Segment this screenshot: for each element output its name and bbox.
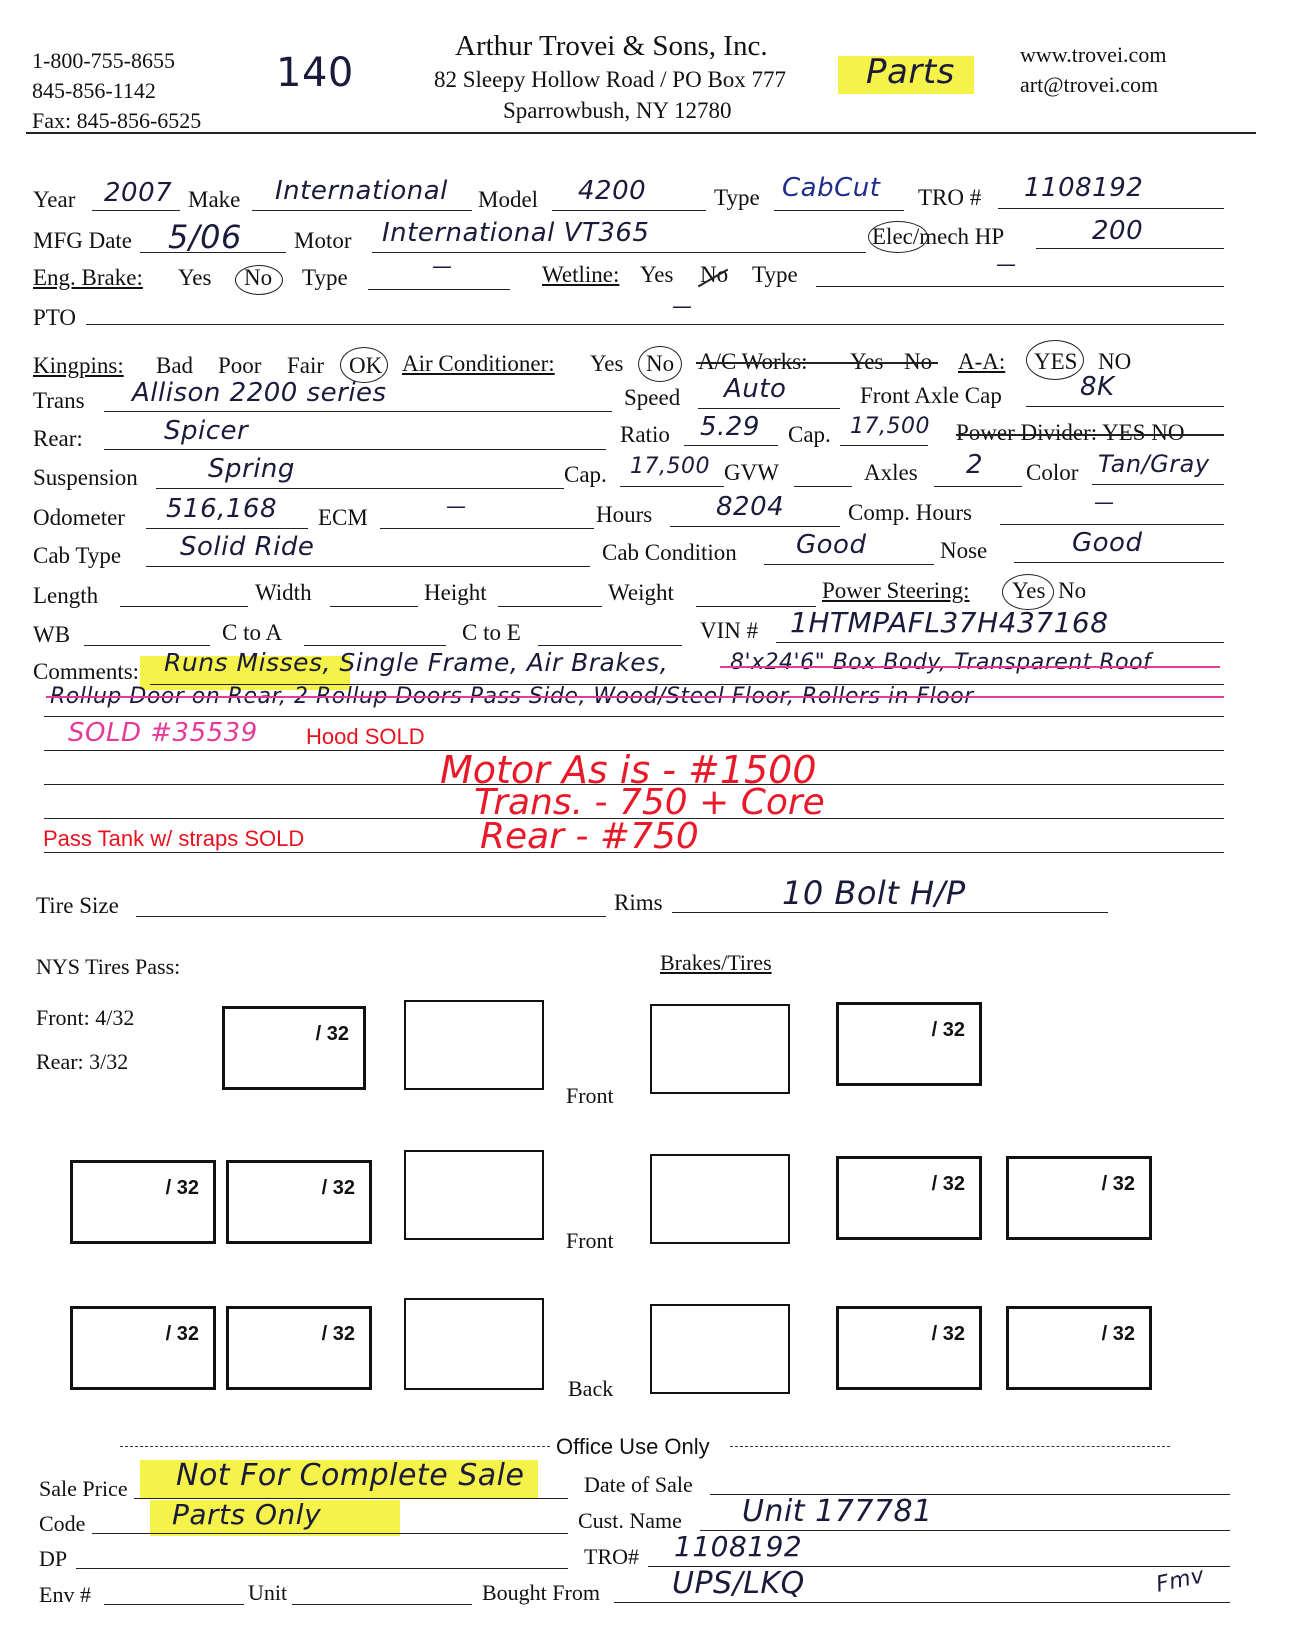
front-axle-row-label: Front: [566, 1083, 614, 1108]
tire-size-label: Tire Size: [36, 893, 119, 918]
fax-number: Fax: 845-856-6525: [32, 108, 202, 133]
tire-tread-box-mid-outer-right[interactable]: / 32: [1006, 1156, 1152, 1240]
pass-tank-note: Pass Tank w/ straps SOLD: [43, 826, 305, 851]
phone-local: 845-856-1142: [32, 78, 156, 103]
weight-label: Weight: [608, 580, 674, 605]
ac-works-label: A/C Works:: [698, 349, 808, 374]
initials: Fmv: [1153, 1563, 1207, 1598]
ac-yes: Yes: [590, 351, 624, 376]
bought-from-label: Bought From: [482, 1580, 600, 1605]
power-steering-label: Power Steering:: [822, 578, 970, 603]
comment-line1: Runs Misses, Single Frame, Air Brakes,: [164, 648, 669, 677]
code-label: Code: [39, 1511, 86, 1536]
phone-toll-free: 1-800-755-8655: [32, 48, 175, 73]
motor-price-note: Motor As is - #1500: [440, 748, 817, 792]
company-email: art@trovei.com: [1020, 72, 1159, 97]
pto-value: —: [672, 294, 693, 318]
wb-label: WB: [33, 622, 71, 647]
cust-name-label: Cust. Name: [578, 1508, 682, 1533]
hours-label: Hours: [596, 502, 653, 527]
front2-axle-row-label: Front: [566, 1228, 614, 1253]
company-website: www.trovei.com: [1020, 42, 1167, 67]
wetline-label: Wetline:: [542, 262, 620, 287]
vin-label: VIN #: [700, 618, 759, 643]
aa-yes-circle: [1026, 340, 1084, 380]
office-divider-left: [120, 1446, 550, 1447]
motor-label: Motor: [294, 228, 352, 253]
sold-number: SOLD #35539: [68, 718, 258, 748]
tire-tread-box-mid-outer-left[interactable]: / 32: [70, 1160, 216, 1244]
trans-label: Trans: [33, 388, 85, 413]
suspension-value: Spring: [208, 454, 295, 484]
hours-value: 8204: [716, 492, 785, 522]
aa-label: A-A:: [958, 349, 1006, 374]
aa-yes: YES: [1034, 349, 1078, 374]
pto-label: PTO: [33, 305, 77, 330]
color-label: Color: [1026, 460, 1079, 485]
wetline-type-label: Type: [752, 262, 798, 287]
eng-brake-label: Eng. Brake:: [33, 265, 143, 290]
tire-tread-box-rear-outer-left[interactable]: / 32: [70, 1306, 216, 1390]
front-axle-cap-label: Front Axle Cap: [860, 383, 1002, 408]
ratio-label: Ratio: [620, 422, 670, 447]
elec-mech-hp-label: Elec/mech HP: [872, 224, 1005, 249]
brake-box-mid-left[interactable]: [404, 1150, 544, 1240]
ac-no: No: [646, 351, 675, 376]
mfg-date-value: 5/06: [168, 218, 242, 256]
company-name: Arthur Trovei & Sons, Inc.: [455, 30, 768, 62]
rims-value: 10 Bolt H/P: [782, 874, 966, 912]
date-of-sale-label: Date of Sale: [584, 1472, 693, 1497]
tro-label: TRO #: [918, 185, 982, 210]
model-value: 4200: [578, 176, 647, 206]
model-label: Model: [478, 187, 539, 212]
eng-brake-type-value: —: [432, 254, 453, 278]
tro-office-value: 1108192: [674, 1530, 803, 1563]
rims-label: Rims: [614, 890, 663, 915]
cab-condition-value: Good: [796, 530, 867, 560]
make-value: International: [275, 176, 448, 206]
unit-label: Unit: [248, 1580, 288, 1605]
ecm-value: —: [446, 494, 467, 518]
office-use-only-title: Office Use Only: [556, 1434, 710, 1459]
nys-rear-spec: Rear: 3/32: [36, 1049, 129, 1074]
ps-yes-circle: [1002, 574, 1054, 610]
tire-tread-box-mid-inner-right[interactable]: / 32: [836, 1156, 982, 1240]
header-divider: [26, 132, 1256, 134]
ac-works-yes: Yes: [850, 349, 884, 374]
cap-label: Cap.: [788, 422, 831, 447]
axles-value: 2: [966, 450, 984, 480]
tire-tread-box-mid-inner-left[interactable]: / 32: [226, 1160, 372, 1244]
width-label: Width: [255, 580, 312, 605]
cab-type-value: Solid Ride: [180, 532, 315, 562]
cab-type-label: Cab Type: [33, 543, 122, 568]
ac-no-circle: [638, 346, 682, 382]
color-value: Tan/Gray: [1098, 450, 1210, 478]
ratio-value: 5.29: [700, 412, 760, 442]
company-address-line2: Sparrowbush, NY 12780: [503, 98, 732, 123]
eng-brake-no: No: [244, 265, 273, 290]
nys-tires-pass-label: NYS Tires Pass:: [36, 954, 181, 979]
brakes-tires-label: Brakes/Tires: [660, 950, 772, 975]
trans-value: Allison 2200 series: [132, 378, 387, 408]
type-value: CabCut: [782, 173, 881, 203]
suspension-cap-label: Cap.: [564, 462, 607, 487]
kingpins-poor: Poor: [218, 353, 262, 378]
nose-label: Nose: [940, 538, 988, 563]
cust-name-value: Unit 177781: [742, 1494, 933, 1529]
kingpins-label: Kingpins:: [33, 353, 124, 378]
suspension-cap-value: 17,500: [630, 454, 710, 479]
speed-label: Speed: [624, 385, 681, 410]
tro-value: 1108192: [1024, 173, 1144, 203]
aa-no: NO: [1098, 349, 1132, 374]
back-axle-row-label: Back: [568, 1376, 614, 1401]
tro-office-label: TRO#: [584, 1544, 639, 1569]
wetline-no: No: [700, 262, 729, 287]
ps-yes: Yes: [1012, 578, 1046, 603]
axles-label: Axles: [864, 460, 918, 485]
comments-label: Comments:: [33, 659, 140, 684]
office-divider-right: [730, 1446, 1170, 1447]
ac-works-no: No: [904, 349, 933, 374]
c-to-a-label: C to A: [222, 620, 283, 645]
hood-sold-note: Hood SOLD: [306, 724, 425, 749]
power-divider-label: Power Divider: YES NO: [956, 420, 1185, 445]
comp-hours-label: Comp. Hours: [848, 500, 972, 525]
brake-box-rear-left[interactable]: [404, 1298, 544, 1390]
ps-no: No: [1058, 578, 1087, 603]
company-address-line1: 82 Sleepy Hollow Road / PO Box 777: [434, 67, 787, 92]
tire-tread-box-rear-inner-left[interactable]: / 32: [226, 1306, 372, 1390]
kingpins-fair: Fair: [287, 353, 325, 378]
wetline-yes: Yes: [640, 262, 674, 287]
rear-label: Rear:: [33, 426, 83, 451]
trans-price-note: Trans. - 750 + Core: [474, 782, 825, 823]
rear-value: Spicer: [164, 416, 249, 446]
odometer-value: 516,168: [166, 494, 278, 524]
rear-price-note: Rear - #750: [480, 816, 699, 857]
comp-hours-value: —: [1094, 490, 1115, 514]
tire-tread-box-front-right[interactable]: / 32: [836, 1002, 982, 1086]
gvw-label: GVW: [724, 460, 779, 485]
nose-value: Good: [1072, 528, 1143, 558]
nys-front-spec: Front: 4/32: [36, 1005, 135, 1030]
elec-circle: [868, 221, 928, 253]
dp-label: DP: [39, 1546, 68, 1571]
kingpins-ok: OK: [349, 353, 383, 378]
brake-box-front-left[interactable]: [404, 1000, 544, 1090]
mfg-date-label: MFG Date: [33, 228, 133, 253]
air-conditioner-label: Air Conditioner:: [402, 351, 555, 376]
suspension-label: Suspension: [33, 465, 138, 490]
eng-brake-yes: Yes: [178, 265, 212, 290]
ecm-label: ECM: [318, 505, 368, 530]
brake-box-mid-right[interactable]: [650, 1154, 790, 1244]
odometer-label: Odometer: [33, 505, 125, 530]
comment-line2-struck: Rollup Door on Rear, 2 Rollup Doors Pass Side, Wood/Steel Floor, Rollers in Floor: [50, 684, 974, 709]
year-value: 2007: [104, 178, 173, 208]
tire-tread-box-rear-inner-right[interactable]: / 32: [836, 1306, 982, 1390]
env-label: Env #: [39, 1582, 91, 1607]
handwritten-number: 140: [276, 50, 354, 96]
wetline-type-value: —: [996, 252, 1017, 276]
type-label: Type: [714, 185, 760, 210]
cab-condition-label: Cab Condition: [602, 540, 737, 565]
sale-price-label: Sale Price: [39, 1476, 128, 1501]
vin-value: 1HTMPAFL37H437168: [790, 606, 1109, 639]
hp-value: 200: [1092, 216, 1144, 246]
height-label: Height: [424, 580, 487, 605]
length-label: Length: [33, 583, 99, 608]
brake-box-rear-right[interactable]: [650, 1304, 790, 1394]
cap-value: 17,500: [850, 414, 930, 439]
sale-price-value: Not For Complete Sale: [176, 1458, 525, 1493]
motor-value: International VT365: [382, 218, 650, 248]
front-axle-cap-value: 8K: [1080, 372, 1115, 402]
bought-from-value: UPS/LKQ: [672, 1566, 805, 1601]
eng-brake-type-label: Type: [302, 265, 348, 290]
parts-handwritten: Parts: [866, 52, 955, 92]
speed-value: Auto: [724, 374, 787, 404]
tire-tread-box-front-left[interactable]: / 32: [222, 1006, 366, 1090]
year-label: Year: [33, 187, 76, 212]
tire-tread-box-rear-outer-right[interactable]: / 32: [1006, 1306, 1152, 1390]
comment-line1-struck: 8'x24'6" Box Body, Transparent Roof: [730, 650, 1152, 675]
eng-brake-no-circle: [235, 265, 283, 295]
c-to-e-label: C to E: [462, 620, 521, 645]
kingpins-bad: Bad: [156, 353, 194, 378]
make-label: Make: [188, 187, 241, 212]
code-value: Parts Only: [172, 1498, 322, 1531]
brake-box-front-right[interactable]: [650, 1004, 790, 1094]
